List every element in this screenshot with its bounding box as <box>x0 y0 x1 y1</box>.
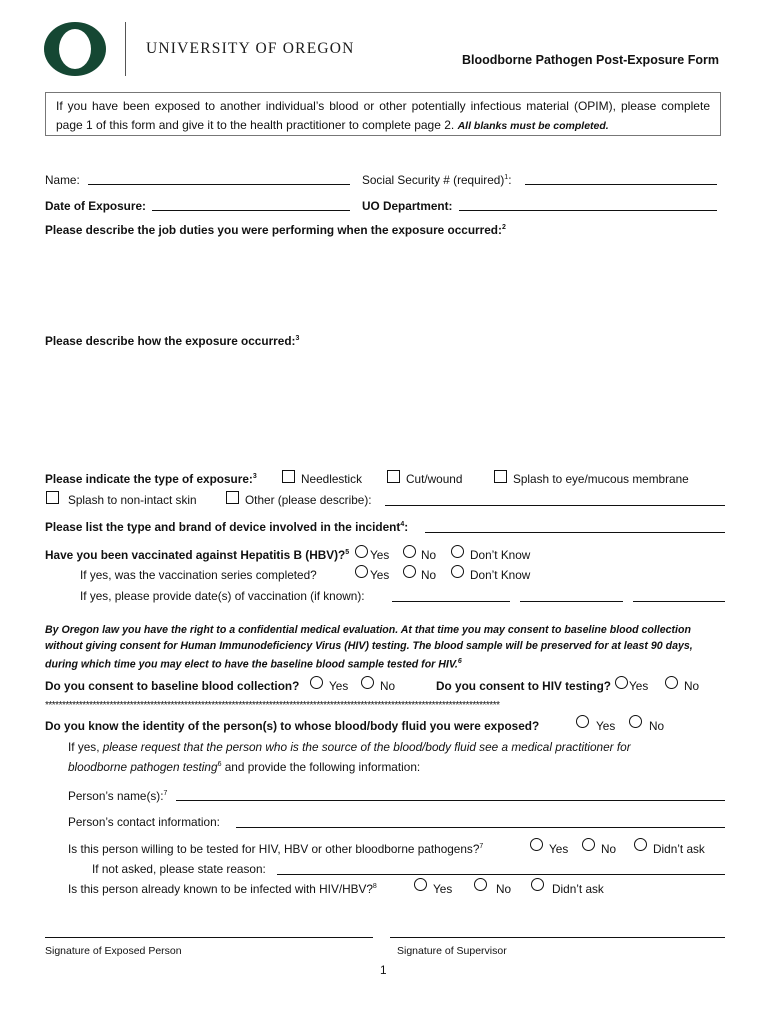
supervisor-signature-line[interactable] <box>390 937 725 938</box>
hiv-consent-question: Do you consent to HIV testing? <box>436 679 611 693</box>
hiv-yes-label: Yes <box>629 679 649 693</box>
department-label: UO Department: <box>362 199 453 213</box>
exposed-signature-line[interactable] <box>45 937 373 938</box>
baseline-no-label: No <box>380 679 396 693</box>
willing-yes-radio[interactable] <box>530 838 543 851</box>
other-label: Other (please describe): <box>245 493 372 507</box>
instructions-text: If you have been exposed to another individual’s blood or other potentially infectious material (OPIM), please complete page 1 of this form and give it to the health practitioner to complete page 2. <box>56 99 710 132</box>
vaccination-date-2-field[interactable] <box>520 590 623 602</box>
needlestick-checkbox[interactable] <box>282 470 295 483</box>
form-title: Bloodborne Pathogen Post-Exposure Form <box>462 53 719 67</box>
hbv-dontknow-radio[interactable] <box>451 545 464 558</box>
hiv-no-label: No <box>684 679 700 693</box>
splash-eye-label: Splash to eye/mucous membrane <box>513 472 689 486</box>
series-dontknow-radio[interactable] <box>451 565 464 578</box>
ssn-label: Social Security # (required)$^1$: <box>362 173 512 187</box>
series-no-label: No <box>421 568 437 582</box>
baseline-consent-question: Do you consent to baseline blood collection? <box>45 679 300 693</box>
series-yes-radio[interactable] <box>355 565 368 578</box>
reason-label: If not asked, please state reason: <box>92 862 266 876</box>
device-field[interactable] <box>425 521 725 533</box>
series-no-radio[interactable] <box>403 565 416 578</box>
source-instructions-1: If yes, please request that the person who is the source of the blood/body fluid see a medical practitioner for <box>68 740 631 754</box>
date-exposure-label: Date of Exposure: <box>45 199 146 213</box>
person-name-field[interactable] <box>176 789 725 801</box>
willing-no-radio[interactable] <box>582 838 595 851</box>
university-name: UNIVERSITY OF OREGON <box>146 40 355 57</box>
vaccination-date-3-field[interactable] <box>633 590 725 602</box>
name-field[interactable] <box>88 173 350 185</box>
series-dontknow-label: Don’t Know <box>470 568 531 582</box>
splash-eye-checkbox[interactable] <box>494 470 507 483</box>
splash-skin-label: Splash to non-intact skin <box>68 493 197 507</box>
person-contact-label: Person’s contact information: <box>68 815 220 829</box>
device-label: Please list the type and brand of device involved in the incident$^4$: <box>45 520 409 534</box>
series-yes-label: Yes <box>370 568 390 582</box>
splash-skin-checkbox[interactable] <box>46 491 59 504</box>
person-name-label: Person’s name(s):$^7$ <box>68 789 168 803</box>
willing-didnt-ask-label: Didn’t ask <box>653 842 705 856</box>
other-describe-field[interactable] <box>385 494 725 506</box>
instructions-emphasis: All blanks must be completed. <box>457 120 609 132</box>
needlestick-label: Needlestick <box>301 472 362 486</box>
ssn-field[interactable] <box>525 173 717 185</box>
known-no-label: No <box>496 882 512 896</box>
source-no-label: No <box>649 719 665 733</box>
hbv-yes-label: Yes <box>370 548 390 562</box>
page-number: 1 <box>380 963 387 977</box>
person-contact-field[interactable] <box>236 816 725 828</box>
hbv-yes-radio[interactable] <box>355 545 368 558</box>
hiv-yes-radio[interactable] <box>615 676 628 689</box>
source-yes-label: Yes <box>596 719 616 733</box>
uo-o-logo <box>44 22 106 76</box>
vaccination-dates-label: If yes, please provide date(s) of vaccination (if known): <box>80 589 365 603</box>
willing-no-label: No <box>601 842 617 856</box>
header-divider <box>125 22 126 76</box>
hiv-no-radio[interactable] <box>665 676 678 689</box>
department-field[interactable] <box>459 199 717 211</box>
willing-yes-label: Yes <box>549 842 569 856</box>
reason-field[interactable] <box>277 863 725 875</box>
exposed-signature-label: Signature of Exposed Person <box>45 945 182 957</box>
baseline-yes-radio[interactable] <box>310 676 323 689</box>
cut-wound-label: Cut/wound <box>406 472 463 486</box>
source-no-radio[interactable] <box>629 715 642 728</box>
oregon-law-notice: By Oregon law you have the right to a confidential medical evaluation. At that time you may consent to baseline blood collection without giving consent for Human Immunodeficiency Virus (HIV) testing. The blood sample will be preserved for at least 90 days, during which time you may elect to have the baseline blood sample tested for HIV.$^6$ <box>45 624 693 671</box>
source-identity-question: Do you know the identity of the person(s) to whose blood/body fluid you were exposed? <box>45 719 540 733</box>
vaccination-date-1-field[interactable] <box>392 590 510 602</box>
source-yes-radio[interactable] <box>576 715 589 728</box>
cut-wound-checkbox[interactable] <box>387 470 400 483</box>
baseline-no-radio[interactable] <box>361 676 374 689</box>
exposure-how-label: Please describe how the exposure occurred:$^3$ <box>45 334 300 348</box>
section-separator: ************************************************************************************************************************************** <box>45 700 500 711</box>
known-infected-question: Is this person already known to be infected with HIV/HBV?$^8$ <box>68 882 377 896</box>
supervisor-signature-label: Signature of Supervisor <box>397 945 507 957</box>
exposure-type-label: Please indicate the type of exposure:$^3$ <box>45 472 257 486</box>
date-exposure-field[interactable] <box>152 199 350 211</box>
job-duties-label: Please describe the job duties you were performing when the exposure occurred:$^2$ <box>45 223 506 237</box>
known-no-radio[interactable] <box>474 878 487 891</box>
willing-didnt-ask-radio[interactable] <box>634 838 647 851</box>
other-checkbox[interactable] <box>226 491 239 504</box>
known-didnt-ask-label: Didn’t ask <box>552 882 604 896</box>
hbv-no-radio[interactable] <box>403 545 416 558</box>
willing-tested-question: Is this person willing to be tested for HIV, HBV or other bloodborne pathogens?$^7$ <box>68 842 484 856</box>
hbv-no-label: No <box>421 548 437 562</box>
name-label: Name: <box>45 173 80 187</box>
baseline-yes-label: Yes <box>329 679 349 693</box>
hbv-series-question: If yes, was the vaccination series completed? <box>80 568 317 582</box>
hbv-question: Have you been vaccinated against Hepatitis B (HBV)?$^5$ <box>45 548 350 562</box>
instructions-box <box>45 92 721 136</box>
known-yes-radio[interactable] <box>414 878 427 891</box>
known-didnt-ask-radio[interactable] <box>531 878 544 891</box>
source-instructions-2: bloodborne pathogen testing$^6$ and provide the following information: <box>68 760 421 774</box>
known-yes-label: Yes <box>433 882 453 896</box>
hbv-dontknow-label: Don’t Know <box>470 548 531 562</box>
